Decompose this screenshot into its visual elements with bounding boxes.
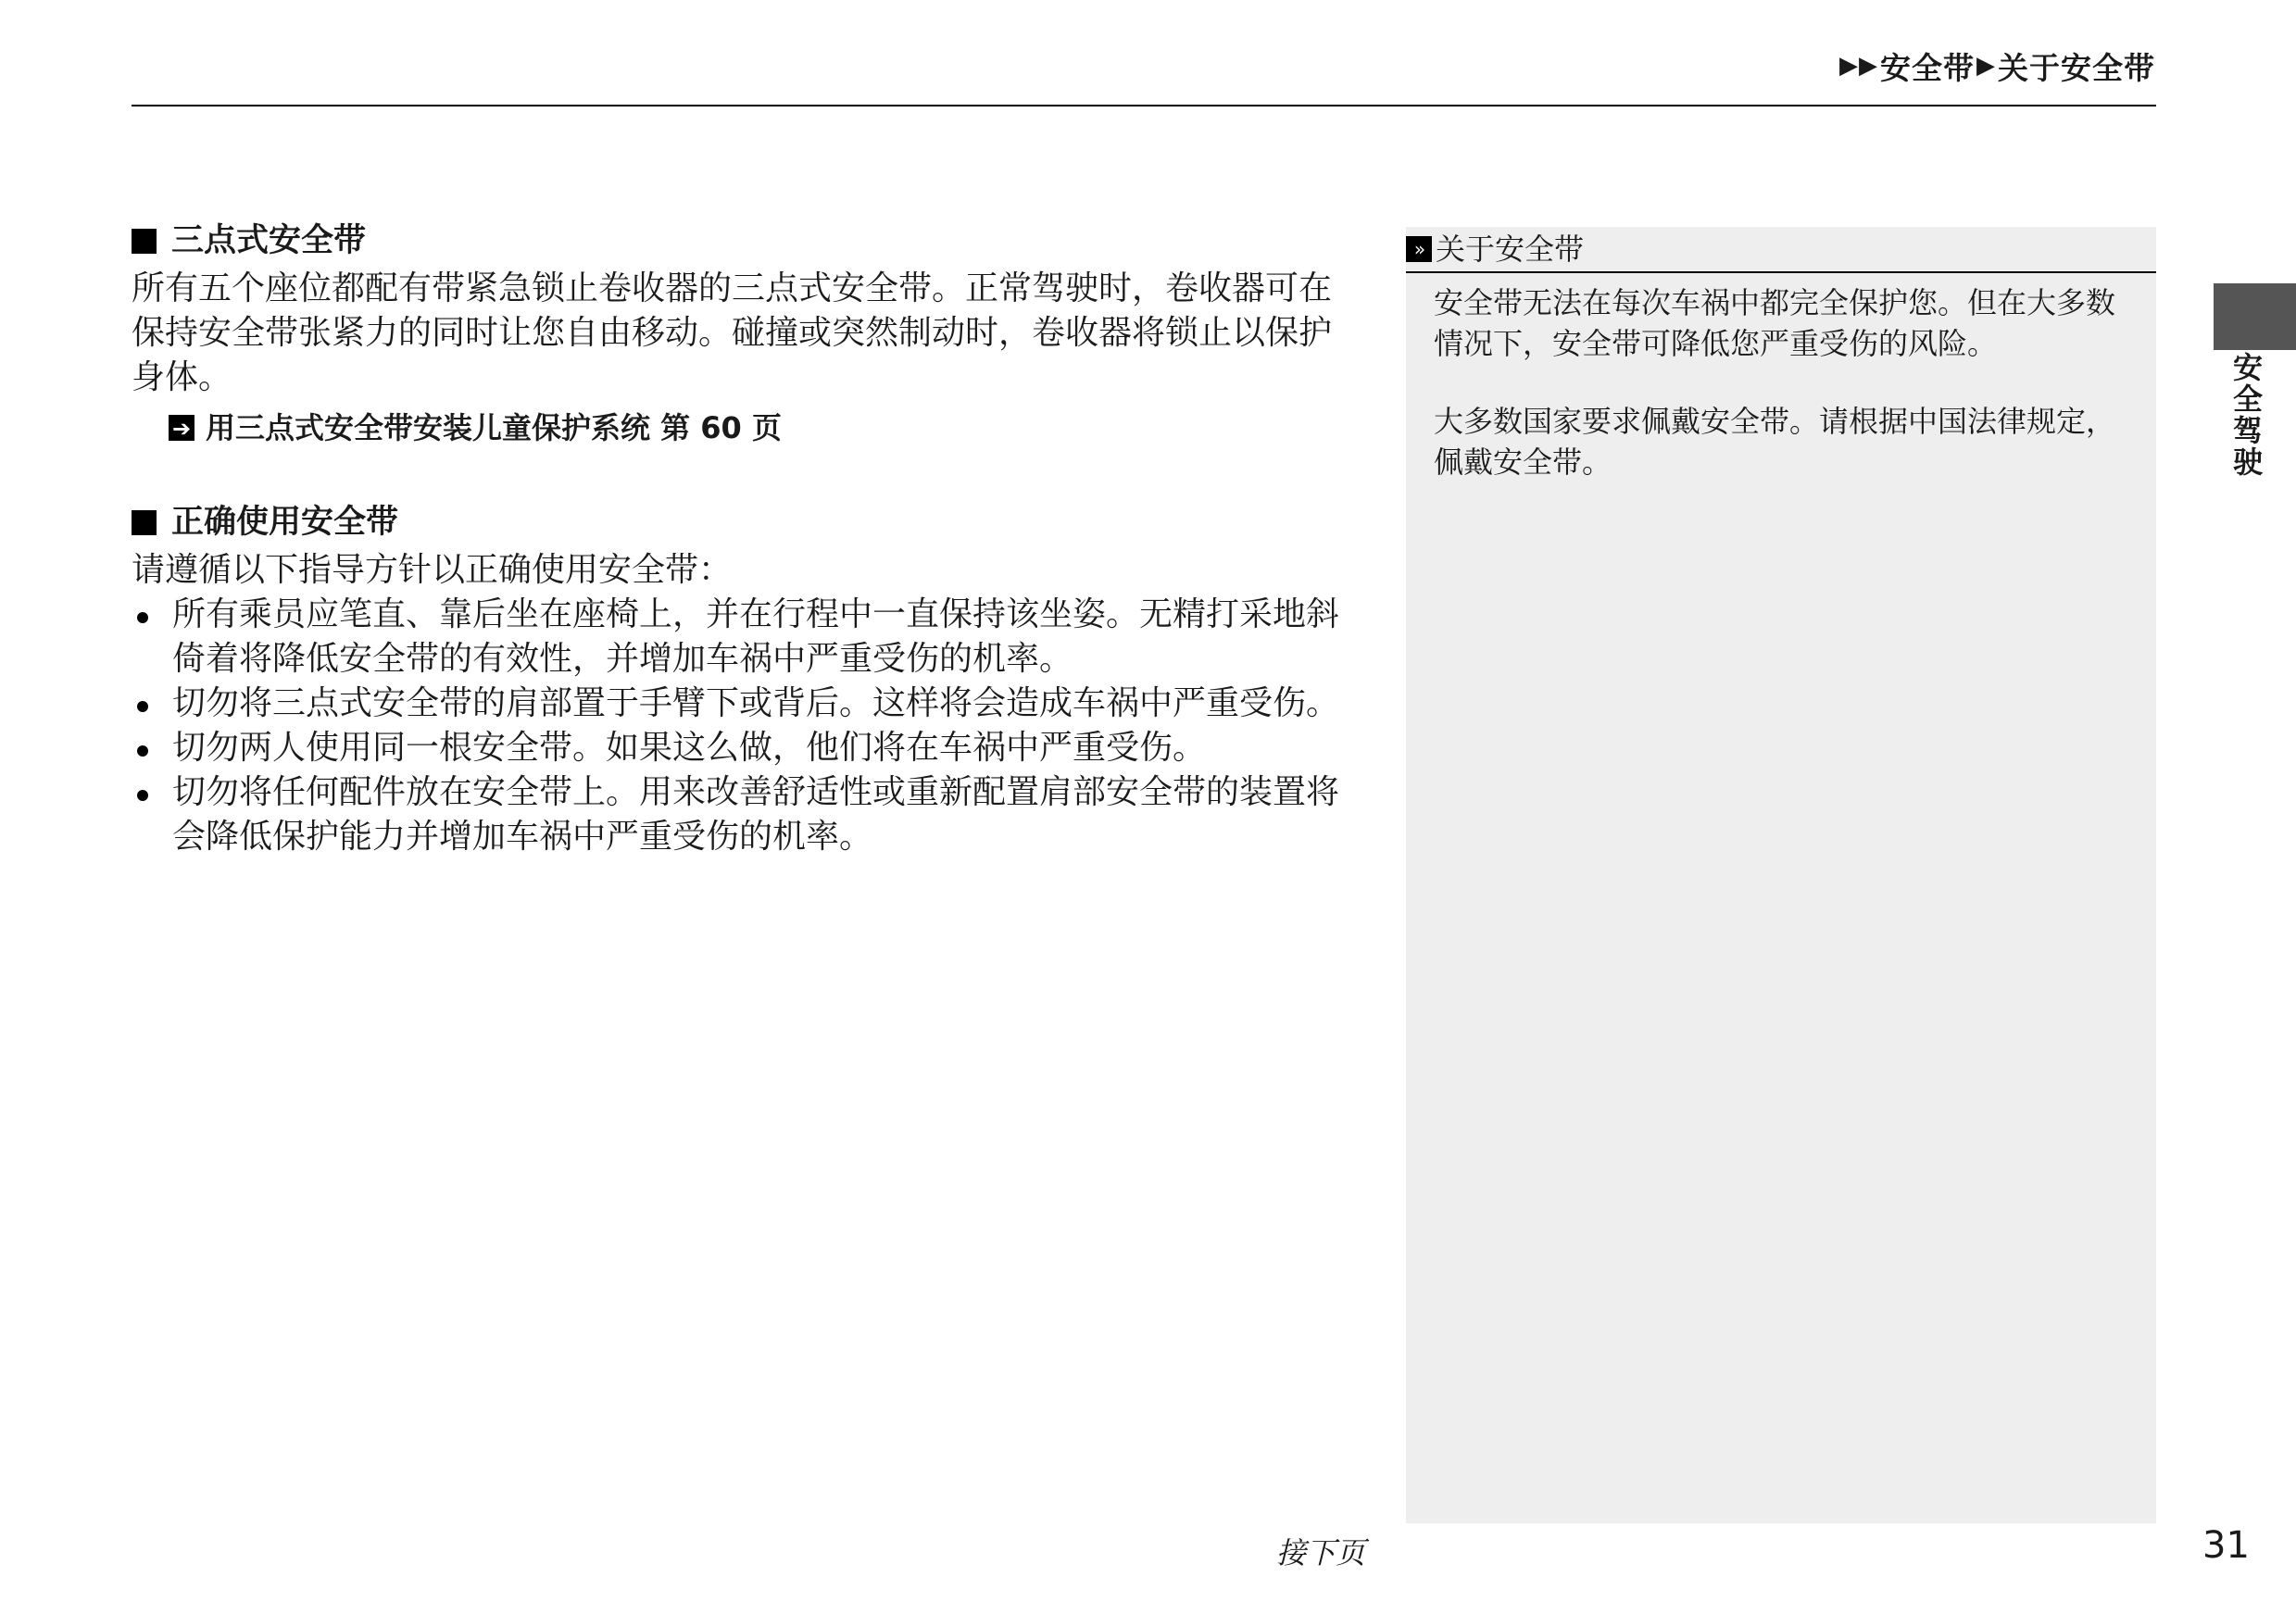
section-heading <box>132 504 1363 541</box>
chapter-tab[interactable] <box>2214 283 2296 350</box>
section-heading <box>132 222 1363 259</box>
section-intro: 请遵循以下指导方针以正确使用安全带： <box>132 551 733 589</box>
sidebar-title-text: 关于安全带 <box>1436 231 1585 267</box>
section-heading-text: 正确使用安全带 <box>171 504 399 541</box>
list-item: 切勿两人使用同一根安全带。如果这么做，他们将在车祸中严重受伤。 <box>132 726 1363 770</box>
breadcrumb-item-about-seatbelt[interactable]: 关于安全带 <box>1998 50 2155 86</box>
sidebar-paragraph: 安全带无法在每次车祸中都完全保护您。但在大多数情况下，安全带可降低您严重受伤的风险。 <box>1434 285 2116 361</box>
sidebar-title <box>1406 227 2156 273</box>
breadcrumb-item-seatbelt[interactable]: 安全带 <box>1880 50 1975 86</box>
arrow-right-icon: ▶ <box>1976 51 1996 80</box>
chapter-tab-label[interactable]: 安全驾驶 <box>2228 352 2264 478</box>
cross-reference-link[interactable] <box>169 407 1363 448</box>
sidebar-note <box>1406 227 2156 1523</box>
sidebar-body <box>1406 273 2156 482</box>
section-three-point-belt <box>132 222 1363 448</box>
double-chevron-icon: » <box>1406 236 1432 262</box>
square-bullet-icon <box>132 229 157 254</box>
section-heading-text: 三点式安全带 <box>171 222 367 259</box>
section-paragraph: 所有五个座位都配有带紧急锁止卷收器的三点式安全带。正常驾驶时，卷收器可在保持安全带张紧力的同时让您自由移动。碰撞或突然制动时，卷收器将锁止以保护身体。 <box>132 269 1333 396</box>
main-content <box>132 222 1363 859</box>
reference-arrow-icon: ➔ <box>169 415 194 441</box>
arrow-right-icon: ▶▶ <box>1839 51 1878 80</box>
list-item: 切勿将三点式安全带的肩部置于手臂下或背后。这样将会造成车祸中严重受伤。 <box>132 682 1363 726</box>
square-bullet-icon <box>132 510 157 535</box>
page-number: 31 <box>2202 1524 2250 1567</box>
header-divider <box>132 105 2156 106</box>
section-proper-use <box>132 504 1363 859</box>
cross-reference-text[interactable]: 用三点式安全带安装儿童保护系统 第 60 页 <box>206 410 782 445</box>
list-item: 所有乘员应笔直、靠后坐在座椅上，并在行程中一直保持该坐姿。无精打采地斜倚着将降低安全带的有效性，并增加车祸中严重受伤的机率。 <box>132 593 1363 682</box>
continued-next-page: 接下页 <box>1276 1535 1366 1570</box>
breadcrumb <box>1838 44 2155 88</box>
list-item: 切勿将任何配件放在安全带上。用来改善舒适性或重新配置肩部安全带的装置将会降低保护能力并增加车祸中严重受伤的机率。 <box>132 770 1363 859</box>
sidebar-paragraph: 大多数国家要求佩戴安全带。请根据中国法律规定，佩戴安全带。 <box>1434 404 2116 480</box>
guideline-list <box>132 593 1363 859</box>
